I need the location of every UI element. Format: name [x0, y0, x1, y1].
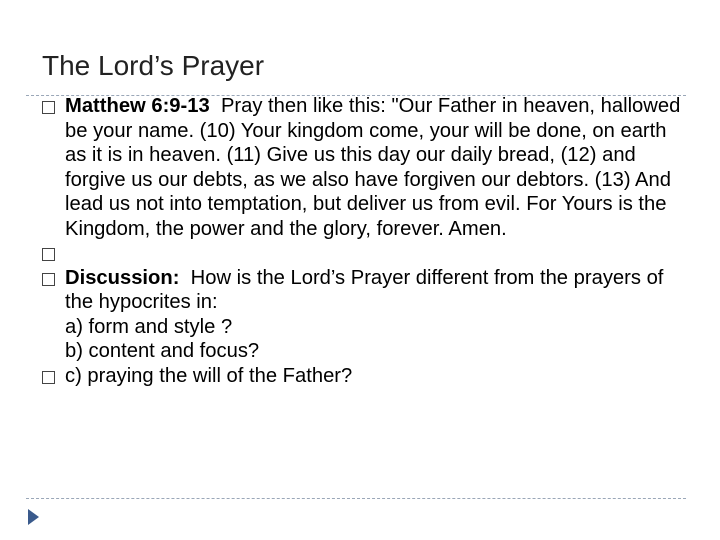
- footer-divider: [26, 498, 686, 499]
- square-bullet-icon: [42, 371, 55, 384]
- scripture-reference: Matthew 6:9-13: [65, 95, 210, 117]
- square-bullet-icon: [42, 273, 55, 286]
- list-item-empty: [42, 241, 682, 266]
- list-item-option-c: [42, 364, 682, 389]
- discussion-option-c: c) praying the will of the Father?: [65, 364, 353, 387]
- slide-nav-icon[interactable]: [27, 508, 41, 531]
- slide-content: [42, 94, 682, 388]
- discussion-label: Discussion:: [65, 266, 180, 289]
- discussion-option-a: a) form and style ?: [65, 315, 233, 338]
- square-bullet-icon: [42, 101, 55, 114]
- list-item-scripture: [42, 94, 682, 241]
- discussion-question: How is the Lord’s Prayer different from the prayers of the hypocrites in:: [65, 266, 664, 313]
- discussion-option-b: b) content and focus?: [65, 340, 260, 362]
- scripture-text: Pray then like this: "Our Father in heaven, hallowed be your name. (10) Your kingdom come, your will be done, on earth as it is in heaven. (11) Give us this day our daily bread, (12) and forgive us our debts, as we also have forgiven our debtors. (13) And lead us not into temptation, but deliver us from evil. For Yours is the Kingdom, the power and the glory, forever. Amen.: [65, 95, 681, 240]
- list-item-discussion: [42, 266, 682, 364]
- square-bullet-icon: [42, 248, 55, 261]
- slide-title: The Lord’s Prayer: [42, 50, 265, 81]
